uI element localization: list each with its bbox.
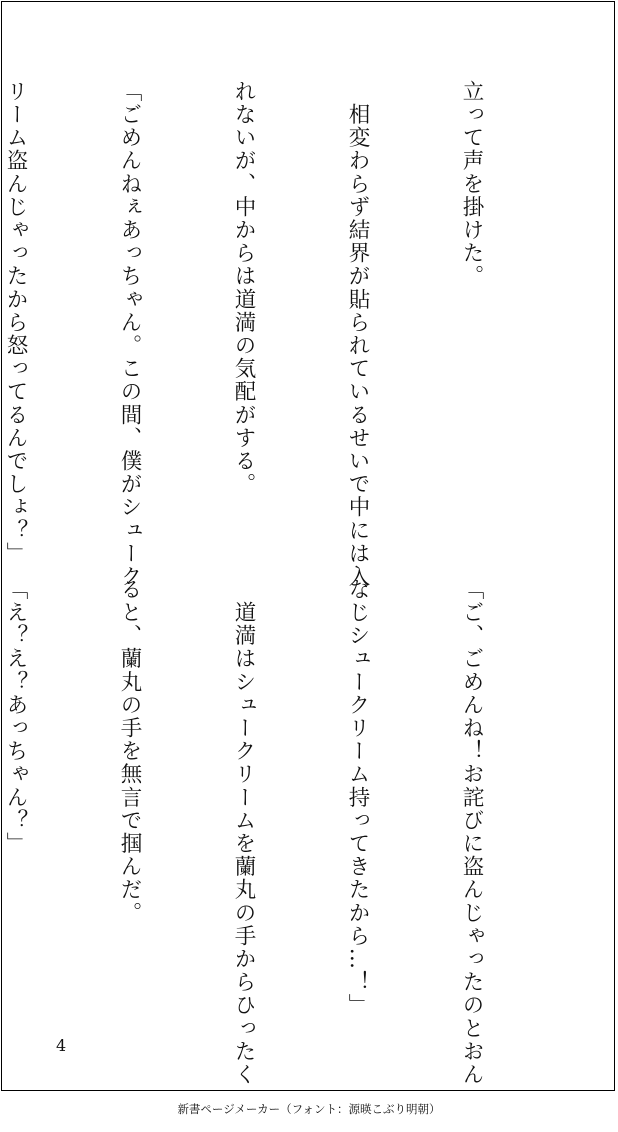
text-line: なじシュークリーム持ってきたから…！」 [345,578,370,1017]
text-line: 相変わらず結界が貼られているせいで中には入 [345,80,370,589]
text-line: リーム盗んじゃったから怒ってるんでしょ？」 [3,80,28,566]
text-line: れないが、中からは道満の気配がする。 [231,80,256,496]
text-line: 「ご、ごめんね！お詫びに盗んじゃったのとおん [459,578,484,1087]
text-line: 「ごめんねぇあっちゃん。この間、僕がシューク [117,80,142,589]
text-block-top [3,80,566,589]
text-block-bottom [3,578,566,1087]
novel-page [1,1,615,1091]
text-line: 「え？え？あっちゃん？」 [3,578,28,856]
page-number: 4 [56,1036,67,1055]
text-line: 立って声を掛けた。 [459,80,484,288]
text-line: 道満はシュークリームを蘭丸の手からひったく [231,578,256,1087]
footer-credit: 新書ページメーカー（フォント：源暎こぶり明朝） [177,1102,441,1116]
text-line: ると、蘭丸の手を無言で掴んだ。 [117,578,142,925]
